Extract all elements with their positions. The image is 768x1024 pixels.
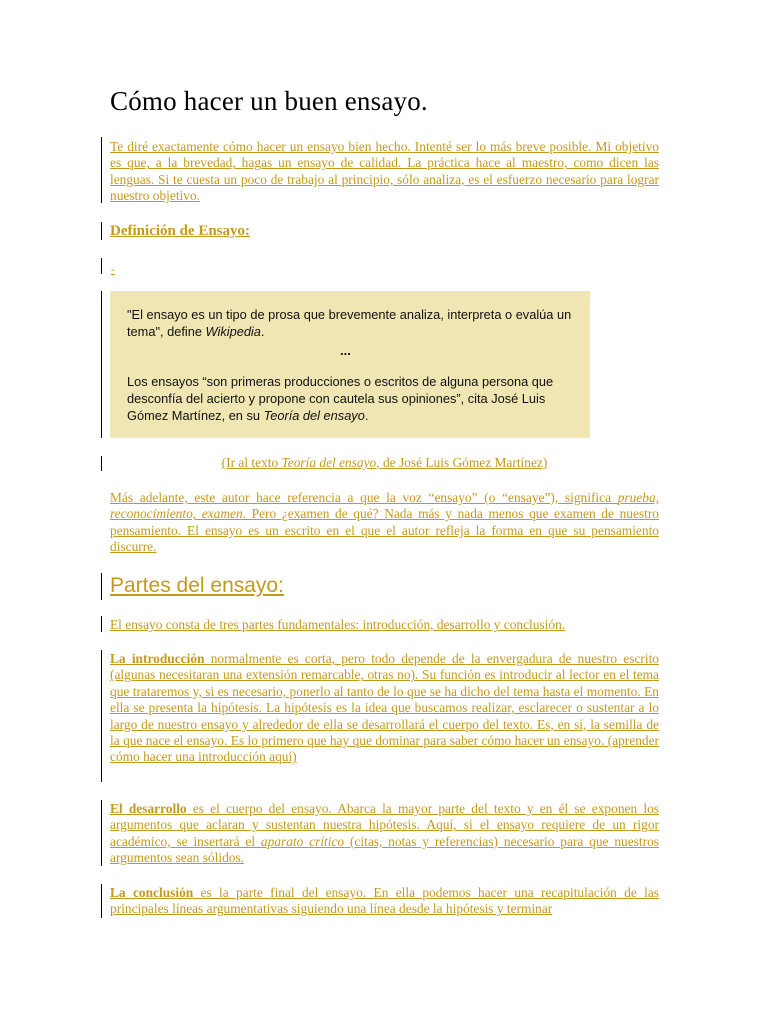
quote-source: Wikipedia <box>205 324 261 339</box>
link-text-part: (Ir al texto <box>221 455 282 470</box>
meaning-block <box>110 490 659 556</box>
change-bar <box>101 137 102 203</box>
para-text-part: es el cuerpo del ensayo. Abarca la mayor parte del texto y en él se exponen los argumentos que aclaran y sustentan nuestra hipótesis. Aquí, si el ensayo requiere de un rigor académico, se insertará el <box>110 801 659 849</box>
definition-heading[interactable]: Definición de Ensayo: <box>110 223 251 239</box>
quote-text-part: . <box>260 324 265 339</box>
change-bar <box>101 222 102 240</box>
change-bar <box>101 800 102 866</box>
stray-link-mark[interactable]: - <box>111 262 115 276</box>
quote-text-part: "El ensayo es un tipo de prosa que brevemente analiza, interpreta o evalúa un tema", define <box>127 307 572 339</box>
conclusion-block <box>110 885 659 919</box>
para-emphasis: aparato crítico <box>260 833 345 849</box>
link-text-part: , de José Luis Gómez Martínez) <box>376 455 548 470</box>
parts-heading-block <box>110 574 659 598</box>
intro-block <box>110 139 659 205</box>
para-text-part: Más adelante, este autor hace referencia a que la voz “ensayo” (o “ensaye”), significa <box>110 490 618 505</box>
introduction-term: La introducción <box>110 651 205 666</box>
conclusion-paragraph[interactable] <box>110 885 659 918</box>
definition-block <box>110 223 659 240</box>
parts-heading[interactable]: Partes del ensayo: <box>110 574 284 597</box>
quote-text-part: . <box>364 408 369 423</box>
quote-text-part: Los ensayos “son primeras producciones o escritos de alguna persona que desconfía del acierto y propone con cautela sus opiniones”, cita José Luis Gómez Martínez, en su <box>127 374 554 423</box>
link-work-title: Teoría del ensayo <box>281 455 377 470</box>
change-bar <box>101 573 102 600</box>
page-title: Cómo hacer un buen ensayo. <box>110 86 428 116</box>
quote-work-title: Teoría del ensayo <box>263 408 365 423</box>
intro-paragraph[interactable]: Te diré exactamente cómo hacer un ensayo bien hecho. Intenté ser lo más breve posible. Mi objetivo es que, a la brevedad, hagas un ensayo de calidad. La práctica hace al maestro, como dicen las lenguas. Si te cuesta un poco de trabajo al principio, sólo analiza, es el esfuerzo necesario para lograr nuestro objetivo. <box>110 139 659 204</box>
para-emphasis: prueba, reconocimiento, examen <box>110 490 659 522</box>
conclusion-term: La conclusión <box>110 885 194 900</box>
change-bar <box>101 650 102 782</box>
change-bar <box>101 258 102 274</box>
change-bar <box>101 884 102 918</box>
parts-intro-block <box>110 617 659 633</box>
change-bar <box>101 616 102 632</box>
para-text-part: normalmente es corta, pero todo depende de la envergadura de nuestro escrito (algunas necesitaran una extensión remarcable, otras no). Su función es introducir al lector en el tema que trataremos y, si es necesario, ponerlo al tanto de lo que se ha dicho del tema hasta el momento. En ella se presenta la hipótesis. La hipótesis es la idea que buscamos realizar, esclarecer o sustentar a lo largo de nuestro ensayo y alrededor de ella se desarrollará el cuerpo del texto. Es, en sí, la semilla de la que nace el ensayo. Es lo primero que hay que dominar para saber cómo hacer un ensayo. (aprender cómo hacer una introducción aquí) <box>110 651 659 765</box>
development-block <box>110 801 659 867</box>
introduction-block <box>110 651 659 766</box>
change-bar <box>101 456 102 471</box>
para-text-part: es la parte final del ensayo. En ella podemos hacer una recapitulación de las principales líneas argumentativas siguiendo una línea desde la hipótesis y terminar <box>110 885 659 917</box>
introduction-paragraph[interactable] <box>110 651 659 766</box>
source-text-link[interactable] <box>110 455 659 471</box>
meaning-paragraph[interactable] <box>110 490 659 556</box>
quote-image <box>110 291 590 438</box>
para-text-part: (citas, notas y referencias) necesario para que nuestros argumentos sean sólidos. <box>110 833 659 866</box>
development-paragraph[interactable] <box>110 801 659 867</box>
development-term: El desarrollo <box>110 801 187 816</box>
quote-definition <box>127 306 587 340</box>
quote-citation <box>127 373 587 424</box>
quote-ellipsis: ... <box>340 343 351 358</box>
change-bar <box>101 291 102 438</box>
parts-intro-paragraph[interactable]: El ensayo consta de tres partes fundamentales: introducción, desarrollo y conclusión. <box>110 617 566 632</box>
para-text-part: . Pero ¿examen de qué? Nada más y nada menos que examen de nuestro pensamiento. El ensayo es un escrito en el que el autor refleja la forma en que su pensamiento discurre. <box>110 506 659 555</box>
